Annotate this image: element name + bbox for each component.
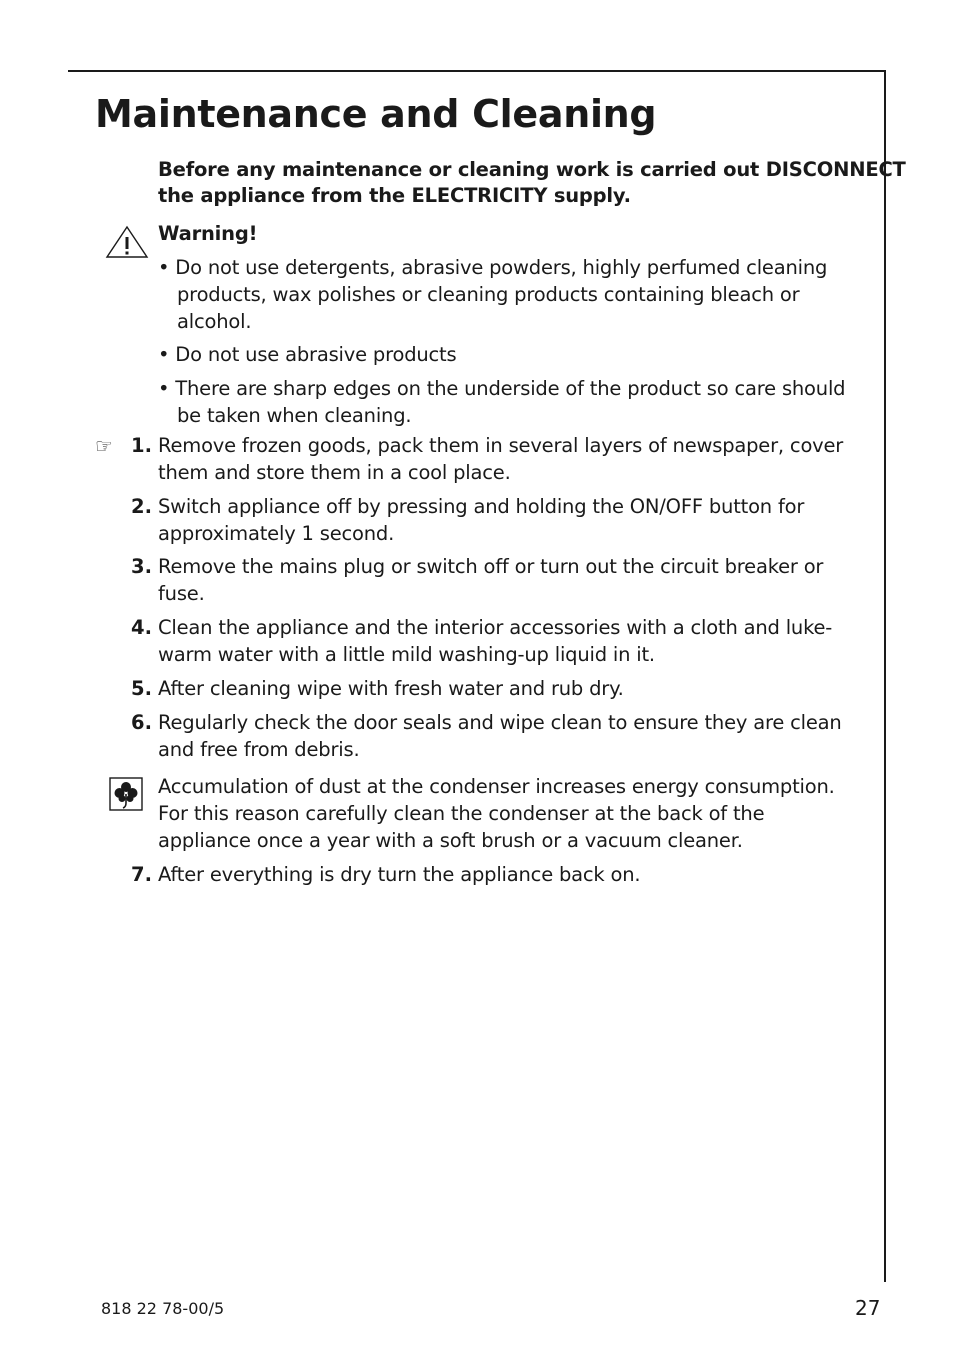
- step-5-number: 5.: [131, 677, 152, 700]
- env-note-line-2: For this reason carefully clean the condenser at the back of the: [158, 802, 765, 825]
- step-6-line-1: Regularly check the door seals and wipe clean to ensure they are clean: [158, 711, 842, 734]
- step-1-line-2: them and store them in a cool place.: [158, 461, 511, 484]
- env-note-line-1: Accumulation of dust at the condenser increases energy consumption.: [158, 775, 835, 798]
- step-6-line-2: and free from debris.: [158, 738, 360, 761]
- step-4-number: 4.: [131, 616, 152, 639]
- step-3-line-1: Remove the mains plug or switch off or turn out the circuit breaker or: [158, 555, 824, 578]
- step-5-line-1: After cleaning wipe with fresh water and rub dry.: [158, 677, 624, 700]
- warning-bullet-3-line-1: • There are sharp edges on the underside of the product so care should: [158, 377, 846, 400]
- pointing-hand-icon: ☞: [95, 434, 113, 458]
- leaf-environment-icon: [108, 776, 144, 812]
- top-rule: [68, 70, 886, 72]
- step-7-number: 7.: [131, 863, 152, 886]
- warning-bullet-3-line-2: be taken when cleaning.: [177, 404, 412, 427]
- step-1-line-1: Remove frozen goods, pack them in several layers of newspaper, cover: [158, 434, 844, 457]
- step-4-line-1: Clean the appliance and the interior accessories with a cloth and luke-: [158, 616, 833, 639]
- step-6-number: 6.: [131, 711, 152, 734]
- warning-heading: Warning!: [158, 222, 258, 245]
- step-3-line-2: fuse.: [158, 582, 205, 605]
- step-2-number: 2.: [131, 495, 152, 518]
- step-4-line-2: warm water with a little mild washing-up liquid in it.: [158, 643, 655, 666]
- step-1-number: 1.: [131, 434, 152, 457]
- step-3-number: 3.: [131, 555, 152, 578]
- warning-bullet-1-line-3: alcohol.: [177, 310, 252, 333]
- warning-bullet-1-line-1: • Do not use detergents, abrasive powders, highly perfumed cleaning: [158, 256, 828, 279]
- warning-triangle-icon: [104, 224, 150, 260]
- env-note-line-3: appliance once a year with a soft brush or a vacuum cleaner.: [158, 829, 743, 852]
- step-7-line-1: After everything is dry turn the appliance back on.: [158, 863, 641, 886]
- right-rule: [884, 70, 886, 1282]
- page-title: Maintenance and Cleaning: [95, 92, 657, 136]
- step-2-line-2: approximately 1 second.: [158, 522, 395, 545]
- step-2-line-1: Switch appliance off by pressing and holding the ON/OFF button for: [158, 495, 805, 518]
- page-number: 27: [855, 1296, 881, 1320]
- warning-bullet-2-line-1: • Do not use abrasive products: [158, 343, 457, 366]
- document-number: 818 22 78-00/5: [101, 1299, 225, 1318]
- warning-bullet-1-line-2: products, wax polishes or cleaning products containing bleach or: [177, 283, 800, 306]
- intro-line-1: Before any maintenance or cleaning work is carried out DISCONNECT: [158, 158, 906, 181]
- intro-line-2: the appliance from the ELECTRICITY supply.: [158, 184, 631, 207]
